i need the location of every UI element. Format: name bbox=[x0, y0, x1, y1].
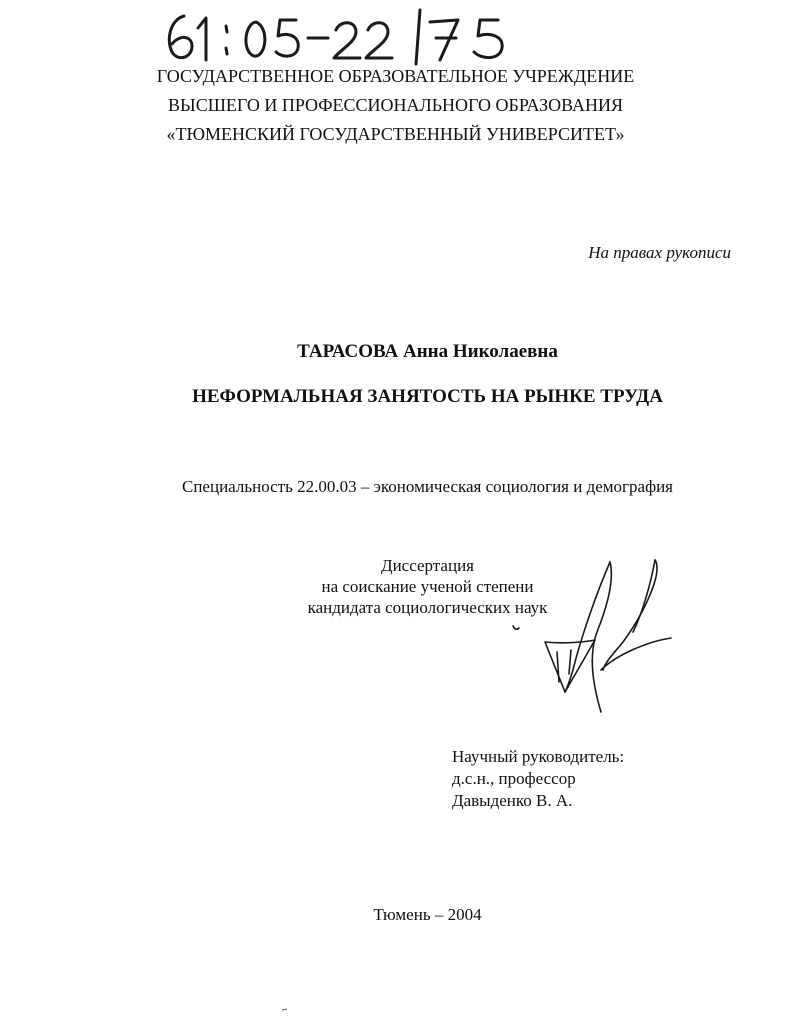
signature-graphic bbox=[505, 552, 675, 717]
city-year: Тюмень – 2004 bbox=[373, 905, 482, 924]
supervisor-label: Научный руководитель: bbox=[452, 747, 625, 766]
organization-header bbox=[0, 62, 791, 149]
thesis-title: НЕФОРМАЛЬНАЯ ЗАНЯТОСТЬ НА РЫНКЕ ТРУДА bbox=[192, 386, 663, 407]
specialty-line: Специальность 22.00.03 – экономическая социология и демография bbox=[182, 477, 673, 496]
supervisor-block bbox=[452, 746, 624, 812]
supervisor-name: Давыденко В. А. bbox=[452, 791, 573, 810]
signature bbox=[505, 552, 675, 717]
scan-speck bbox=[282, 998, 288, 1001]
supervisor-degree: д.с.н., профессор bbox=[452, 769, 576, 788]
handwritten-catalog-number bbox=[160, 4, 520, 68]
dissertation-line-2: на соискание ученой степени bbox=[321, 577, 534, 596]
organization-line-1: ГОСУДАРСТВЕННОЕ ОБРАЗОВАТЕЛЬНОЕ УЧРЕЖДЕНИЕ bbox=[156, 66, 635, 86]
author-name: ТАРАСОВА Анна Николаевна bbox=[297, 341, 558, 362]
dissertation-line-3: кандидата социологических наук bbox=[307, 598, 548, 617]
manuscript-note: На правах рукописи bbox=[588, 243, 731, 262]
organization-line-3: «ТЮМЕНСКИЙ ГОСУДАРСТВЕННЫЙ УНИВЕРСИТЕТ» bbox=[166, 124, 625, 144]
dissertation-line-1: Диссертация bbox=[380, 556, 474, 575]
handwritten-catalog-number-graphic bbox=[160, 4, 520, 68]
organization-line-2: ВЫСШЕГО И ПРОФЕССИОНАЛЬНОГО ОБРАЗОВАНИЯ bbox=[168, 95, 623, 115]
